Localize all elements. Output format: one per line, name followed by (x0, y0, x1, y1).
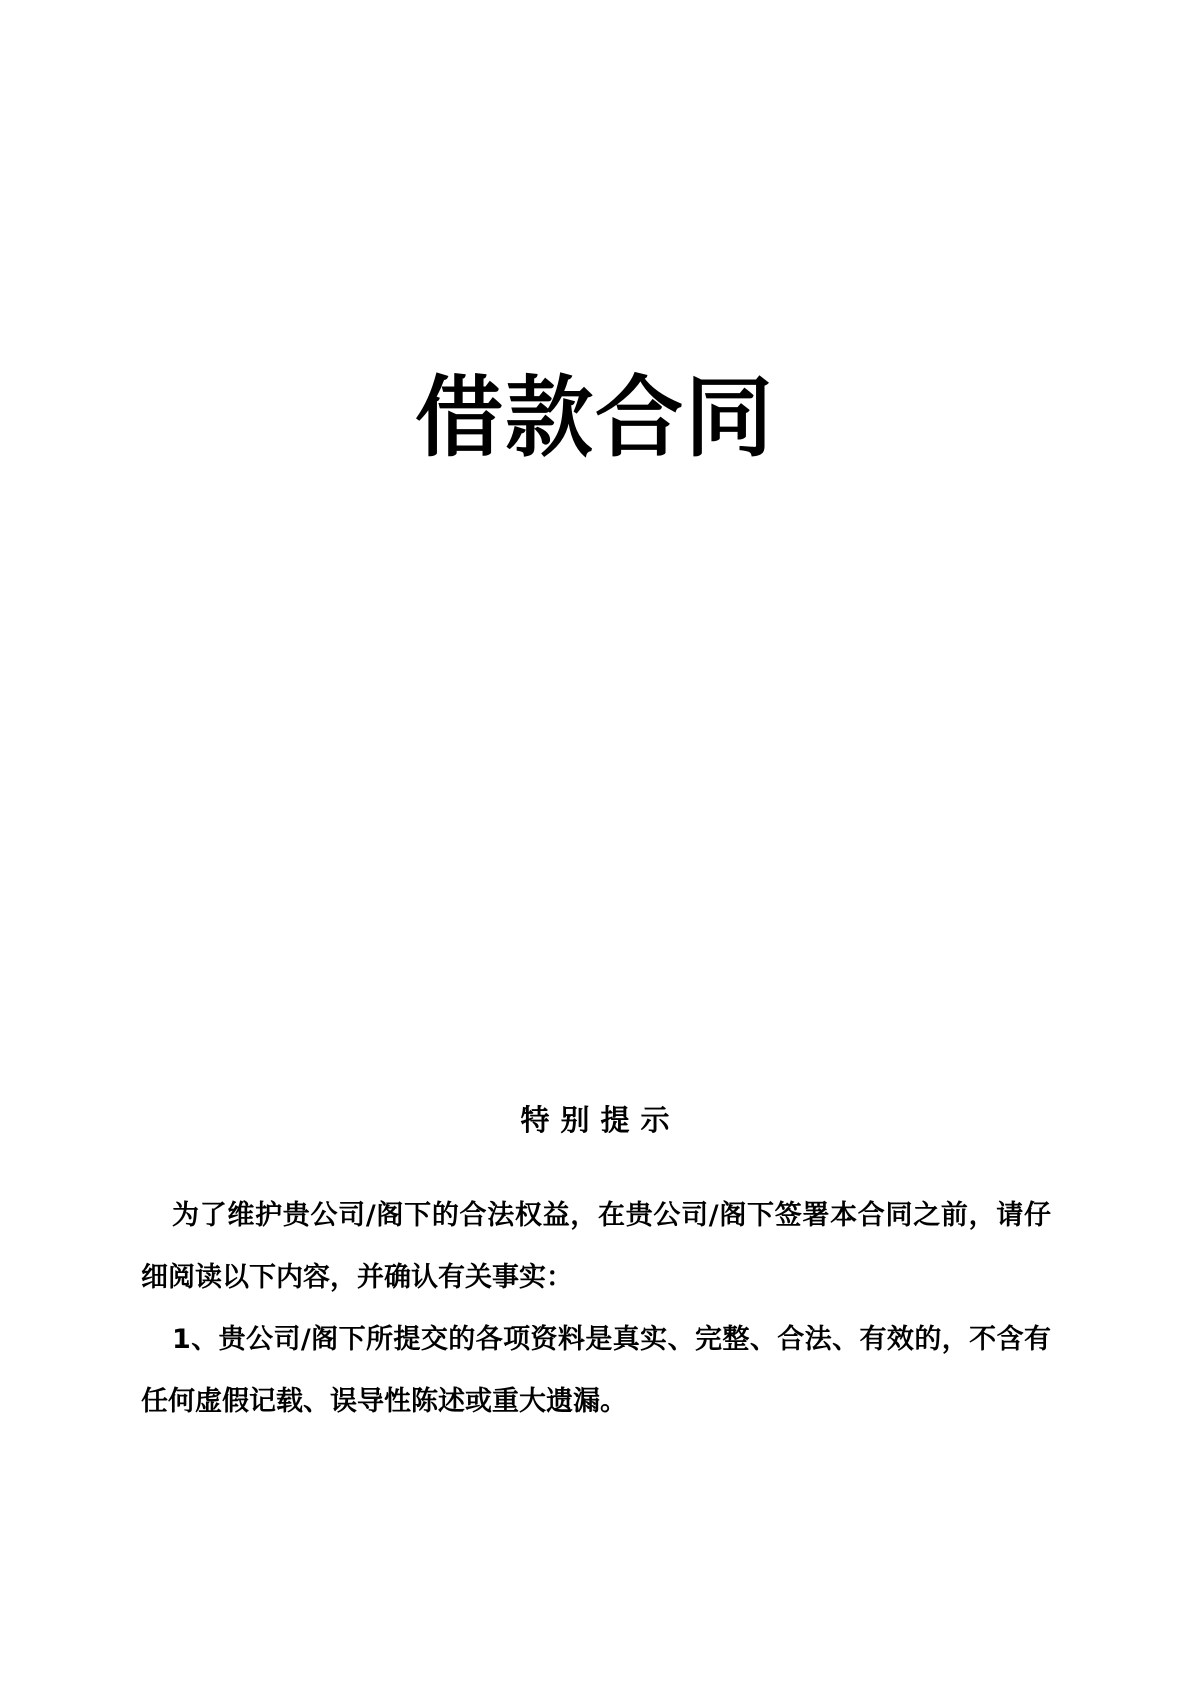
notice-body (141, 1185, 1051, 1433)
notice-heading: 特别提示 (520, 1103, 681, 1137)
notice-item (141, 1309, 1051, 1433)
document-title: 借款合同 (414, 366, 775, 469)
notice-item-number: 1 (172, 1324, 191, 1355)
notice-item-text: 、贵公司/阁下所提交的各项资料是真实、完整、合法、有效的，不含有任何虚假记载、误导性陈述或重大遗漏。 (141, 1324, 1051, 1417)
notice-intro-paragraph: 为了维护贵公司/阁下的合法权益，在贵公司/阁下签署本合同之前，请仔细阅读以下内容，并确认有关事实： (141, 1200, 1051, 1293)
